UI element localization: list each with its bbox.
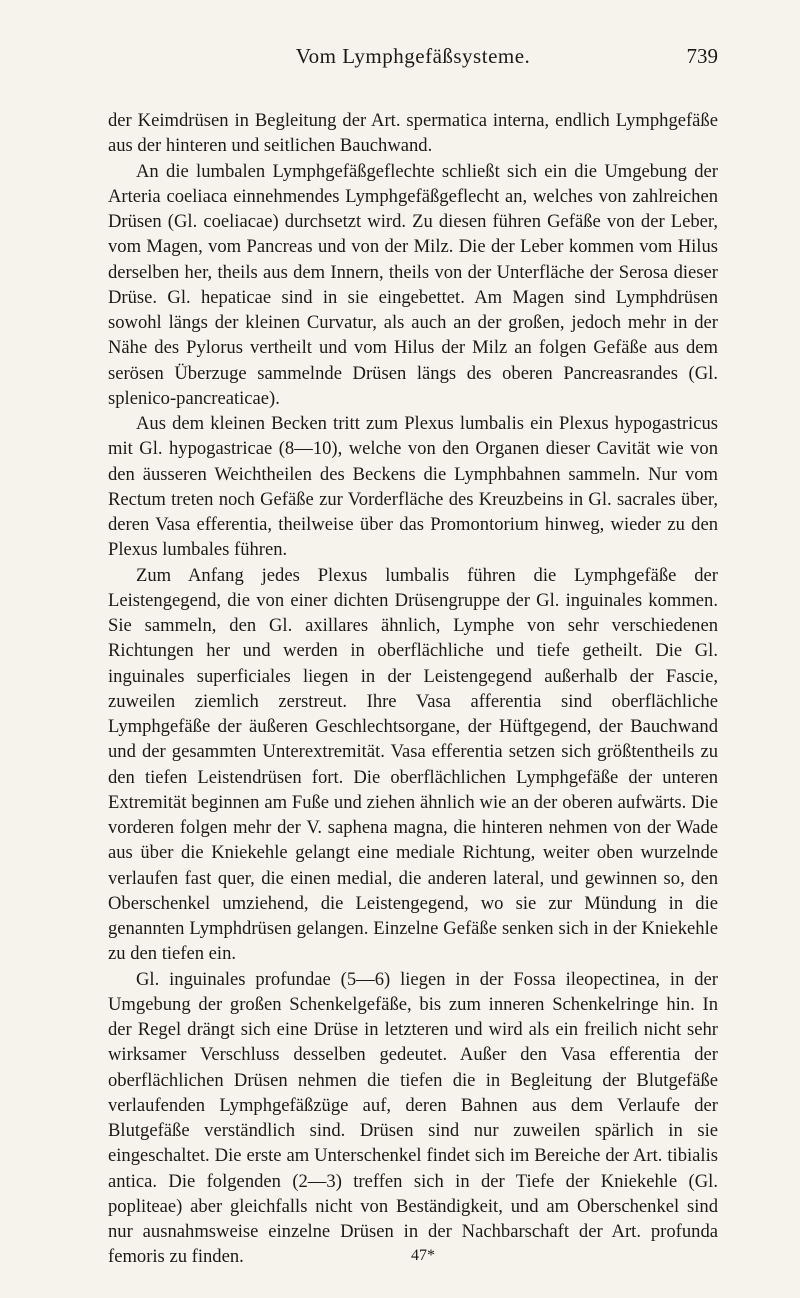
sheet-signature: 47* [411,1247,435,1264]
paragraph-hypogastricus: Aus dem kleinen Becken tritt zum Plexus lumbalis ein Plexus hypogastricus mit Gl. hypogastricae (8—10), welche von den Organen dieser Cavität wie von den äusseren Weichtheilen des Beckens die Lymphbahnen sammeln. Nur vom Rectum treten noch Gefäße zur Vorderfläche des Kreuzbeins in Gl. sacrales über, deren Vasa efferentia, theilweise über das Promontorium hinweg, wieder zu den Plexus lumbales führen. [108,413,718,561]
page-number: 739 [686,44,718,68]
page-header [108,44,718,76]
body-text [108,108,718,1270]
paragraph-inguinales-profundae: Gl. inguinales profundae (5—6) liegen in der Fossa ileopectinea, in der Umgebung der großen Schenkelgefäße, bis zum inneren Schenkelringe hin. In der Regel drängt sich eine Drüse in letzteren und wird als ein freilich nicht sehr wirksamer Verschluss desselben gedeutet. Außer den Vasa efferentia der oberflächlichen Drüsen nehmen die tiefen die in Begleitung der Blutgefäße verlaufenden Lymphgefäßzüge auf, deren Bahnen aus dem Verlaufe der Blutgefäße verständlich sind. Drüsen sind nur zuweilen spärlich in sie eingeschaltet. Die erste am Unterschenkel findet sich im Bereiche der Art. tibialis antica. Die folgenden (2—3) treffen sich in der Tiefe der Kniekehle (Gl. popliteae) aber gleichfalls nicht von Beständigkeit, und am Oberschenkel sind nur ausnahmsweise einzelne Drüsen in der Nachbarschaft der Art. profunda femoris zu finden. [108,968,718,1268]
paragraph-inguinales-superficiales: Zum Anfang jedes Plexus lumbalis führen die Lymphgefäße der Leistengegend, die von einer dichten Drüsengruppe der Gl. inguinales kommen. Sie sammeln, den Gl. axillares ähnlich, Lymphe von sehr verschiedenen Richtungen her und werden in oberflächliche und tiefe getheilt. Die Gl. inguinales superficiales liegen in der Leistengegend außerhalb der Fascie, zuweilen ziemlich zerstreut. Ihre Vasa afferentia sind oberflächliche Lymphgefäße der äußeren Geschlechtsorgane, der Hüftgegend, der Bauchwand und der gesammten Unterextremität. Vasa efferentia setzen sich größtentheils zu den tiefen Leistendrüsen fort. Die oberflächlichen Lymphgefäße der unteren Extremität beginnen am Fuße und ziehen ähnlich wie an der oberen aufwärts. Die vorderen folgen mehr der V. saphena magna, die hinteren nehmen von der Wade aus über die Kniekehle gelangt eine mediale Richtung, weiter oben wurzelnde verlaufen fast quer, die einen medial, die anderen lateral, und gewinnen so, den Oberschenkel umziehend, die Leistengegend, wo sie zur Mündung in die genannten Lymphdrüsen gelangen. Einzelne Gefäße senken sich in der Kniekehle zu den tiefen ein. [108,564,718,965]
running-title: Vom Lymphgefäßsysteme. [295,44,531,68]
paragraph-continuation: der Keimdrüsen in Begleitung der Art. spermatica interna, endlich Lymphgefäße aus der hinteren und seitlichen Bauchwand. [108,110,718,157]
paragraph-coeliaca: An die lumbalen Lymphgefäßgeflechte schließt sich ein die Umgebung der Arteria coeliaca einnehmendes Lymphgefäßgeflecht an, welches von zahlreichen Drüsen (Gl. coeliacae) durchsetzt wird. Zu diesen führen Gefäße von der Leber, vom Magen, vom Pancreas und von der Milz. Die der Leber kommen vom Hilus derselben her, theils aus dem Innern, theils von der Unterfläche der Serosa dieser Drüse. Gl. hepaticae sind in sie eingebettet. Am Magen sind Lymphdrüsen sowohl längs der kleinen Curvatur, als auch an der großen, jedoch mehr in der Nähe des Pylorus vertheilt und vom Hilus der Milz an folgen Gefäße aus dem serösen Überzuge sammelnde Drüsen längs des oberen Pancreasrandes (Gl. splenico-pancreaticae). [108,160,718,409]
